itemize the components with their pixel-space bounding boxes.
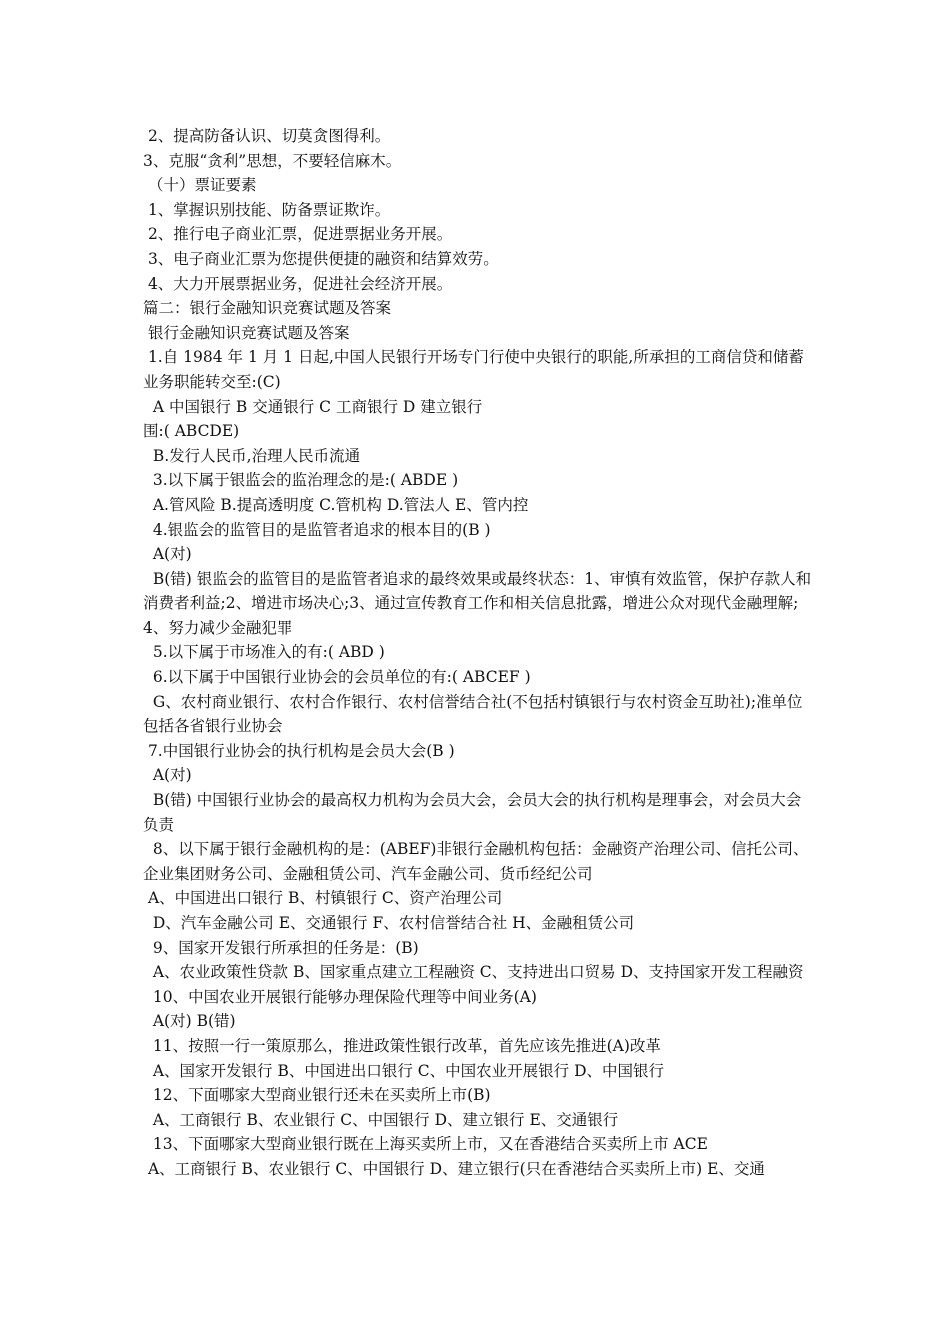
question-item: 8、以下属于银行金融机构的是：(ABEF)非银行金融机构包括：金融资产治理公司、信托公司、企业集团财务公司、金融租赁公司、汽车金融公司、货币经纪公司 — [143, 840, 809, 883]
question-item: 9、国家开发银行所承担的任务是：(B) — [143, 938, 419, 957]
chapter-heading: 篇二：银行金融知识竞赛试题及答案 — [143, 299, 392, 318]
question-item: 13、下面哪家大型商业银行既在上海买卖所上市，又在香港结合买卖所上市 ACE — [143, 1135, 708, 1154]
section-heading: （十）票证要素 — [143, 176, 257, 195]
answer-explanation: B(错) 银监会的监管目的是监管者追求的最终效果或最终状态：1、审慎有效监管，保护存款人和消费者利益;2、增进市场决心;3、通过宣传教育工作和相关信息批露，增进公众对现代金融理解;4、努力减少金融犯罪 — [143, 569, 812, 637]
answer-options: A、工商银行 B、农业银行 C、中国银行 D、建立银行(只在香港结合买卖所上市) E、交通 — [143, 1159, 765, 1178]
question-item: 5.以下属于市场准入的有:( ABD ) — [143, 643, 385, 662]
question-item: 1.自 1984 年 1 月 1 日起,中国人民银行开场专门行使中央银行的职能,所承担的工商信贷和储蓄业务职能转交至:(C) — [143, 348, 804, 391]
text-line: 3、克服“贪利”思想，不要轻信麻木。 — [143, 151, 402, 170]
answer-options: B.发行人民币,治理人民币流通 — [143, 446, 361, 465]
answer-options: A.管风险 B.提高透明度 C.管机构 D.管法人 E、管内控 — [143, 495, 529, 514]
answer-options: A 中国银行 B 交通银行 C 工商银行 D 建立银行 — [143, 397, 483, 416]
question-item: 3.以下属于银监会的监治理念的是:( ABDE ) — [143, 471, 459, 490]
text-line: 2、推行电子商业汇票，促进票据业务开展。 — [143, 225, 453, 244]
text-line: 围:( ABCDE) — [143, 422, 240, 441]
document-body — [143, 124, 813, 1182]
text-line: 3、电子商业汇票为您提供便捷的融资和结算效劳。 — [143, 249, 499, 268]
answer-options: A、中国进出口银行 B、村镇银行 C、资产治理公司 — [143, 889, 503, 908]
answer-options: A、国家开发银行 B、中国进出口银行 C、中国农业开展银行 D、中国银行 — [143, 1061, 665, 1080]
question-item: 7.中国银行业协会的执行机构是会员大会(B ) — [143, 741, 455, 760]
answer-options: A(对) B(错) — [143, 1012, 236, 1031]
text-line: 4、大力开展票据业务，促进社会经济开展。 — [143, 274, 453, 293]
question-item: 4.银监会的监管目的是监管者追求的根本目的(B ) — [143, 520, 491, 539]
text-line: 1、掌握识别技能、防备票证欺诈。 — [143, 200, 391, 219]
text-line: 2、提高防备认识、切莫贪图得利。 — [143, 127, 391, 145]
answer-options: A、农业政策性贷款 B、国家重点建立工程融资 C、支持进出口贸易 D、支持国家开发工程融资 — [143, 963, 804, 982]
answer-explanation: G、农村商业银行、农村合作银行、农村信誉结合社(不包括村镇银行与农村资金互助社);准单位包括各省银行业协会 — [143, 692, 803, 736]
question-item: 10、中国农业开展银行能够办理保险代理等中间业务(A) — [143, 987, 537, 1006]
document-title: 银行金融知识竞赛试题及答案 — [143, 323, 350, 342]
answer-options: A、工商银行 B、农业银行 C、中国银行 D、建立银行 E、交通银行 — [143, 1110, 619, 1129]
answer-options: D、汽车金融公司 E、交通银行 F、农村信誉结合社 H、金融租赁公司 — [143, 914, 635, 932]
question-item: 12、下面哪家大型商业银行还未在买卖所上市(B) — [143, 1086, 491, 1105]
question-item: 11、按照一行一策原那么，推进政策性银行改革，首先应该先推进(A)改革 — [143, 1036, 661, 1055]
answer-options: A(对) — [143, 766, 192, 785]
question-item: 6.以下属于中国银行业协会的会员单位的有:( ABCEF ) — [143, 668, 531, 687]
answer-options: A(对) — [143, 545, 192, 564]
answer-explanation: B(错) 中国银行业协会的最高权力机构为会员大会，会员大会的执行机构是理事会，对会员大会负责 — [143, 791, 802, 834]
